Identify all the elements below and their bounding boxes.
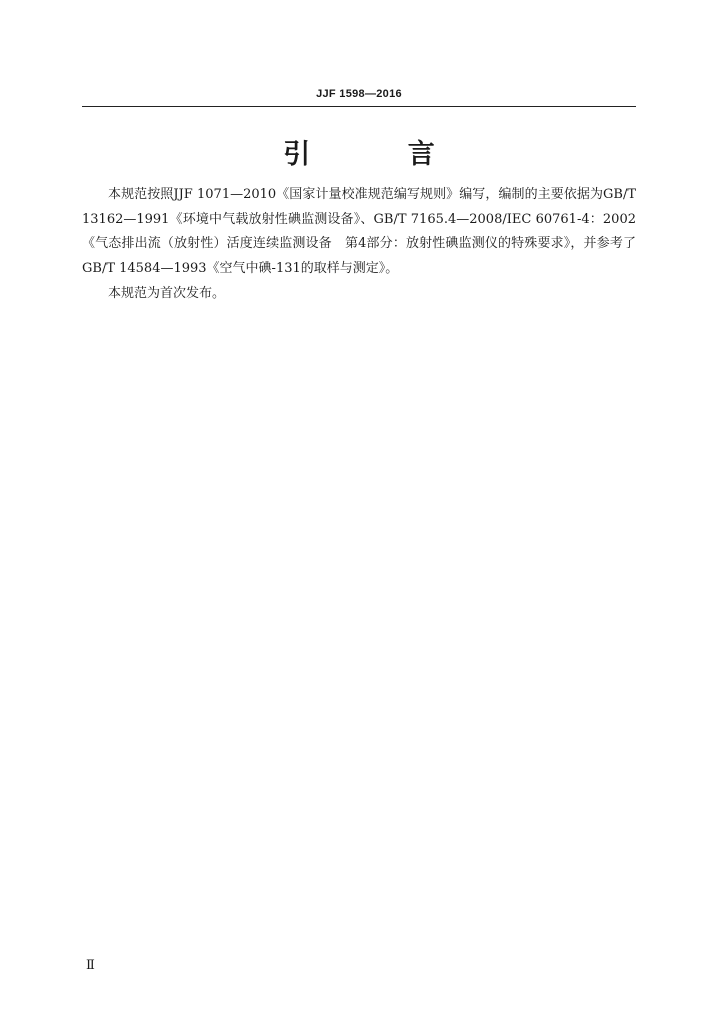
body-text	[82, 183, 636, 307]
page-number: Ⅱ	[86, 958, 95, 973]
header-rule	[82, 106, 636, 107]
page-title: 引 言	[283, 139, 479, 170]
running-header: JJF 1598—2016	[316, 88, 402, 100]
paragraph-main: 本规范按照JJF 1071—2010《国家计量校准规范编写规则》编写，编制的主要依据为GB/T 13162—1991《环境中气载放射性碘监测设备》、GB/T 7165.4—2008/IEC 60761-4：2002《气态排出流（放射性）活度连续监测设备 第4部分：放射性碘监测仪的特殊要求》，并参考了GB/T 14584—1993《空气中碘-131的取样与测定》。	[82, 187, 636, 277]
paragraph-release-note: 本规范为首次发布。	[108, 285, 226, 301]
